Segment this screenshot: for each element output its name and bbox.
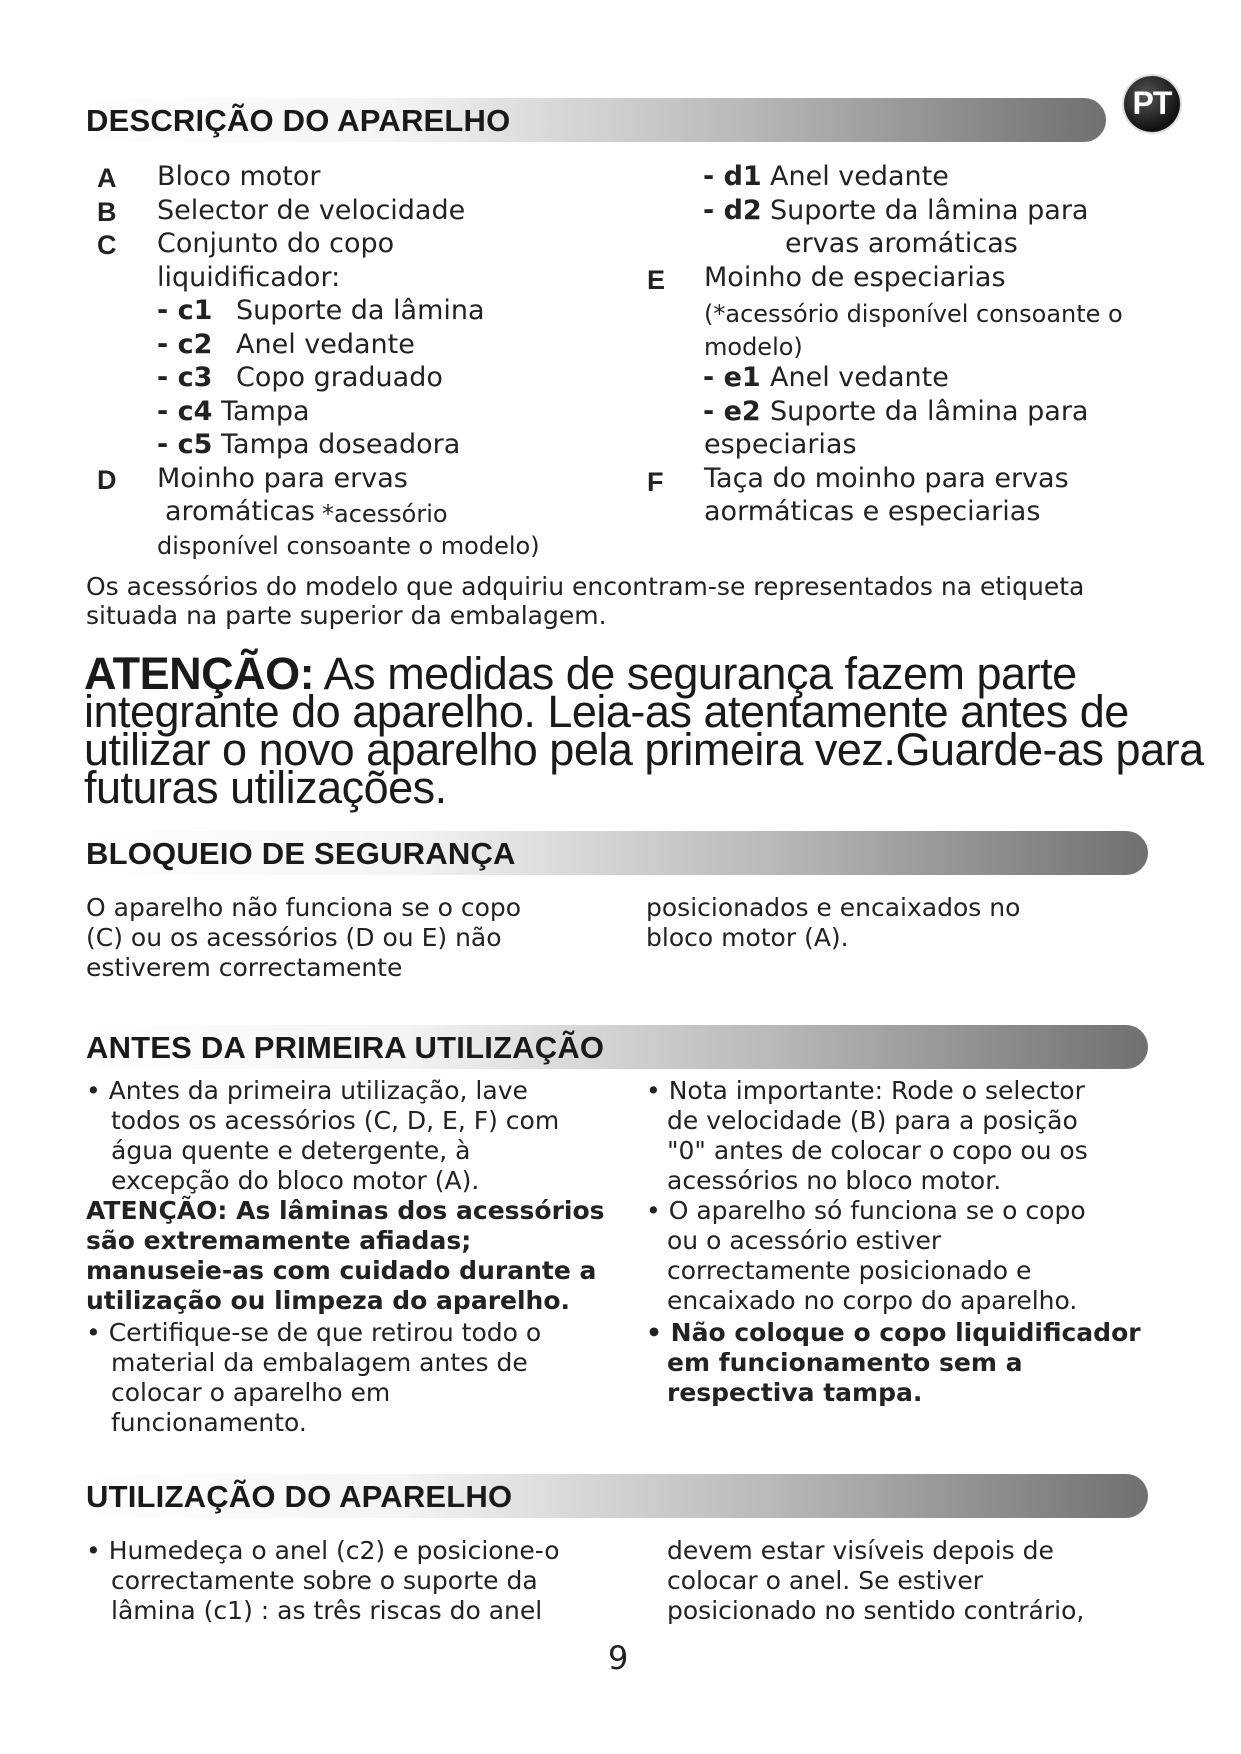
part-note-e-2: modelo): [704, 333, 803, 361]
antes-warning-line-3: manuseie-as com cuidado durante a: [86, 1256, 597, 1285]
antes-warning-line-2: são extremamente afiadas;: [86, 1226, 472, 1255]
language-badge-label: PT: [1132, 85, 1172, 121]
section-title-antes: ANTES DA PRIMEIRA UTILIZAÇÃO: [86, 1030, 605, 1065]
part-code-c2: - c2: [157, 329, 213, 360]
part-label-d2-1: Suporte da lâmina para: [770, 195, 1089, 226]
antes-left-line-7: colocar o aparelho em: [111, 1378, 391, 1407]
antes-right-line-11: respectiva tampa.: [667, 1378, 923, 1407]
bloqueio-left-line-2: (C) ou os acessórios (D ou E) não: [86, 923, 502, 952]
part-letter-c: C: [97, 230, 117, 260]
part-code-e1: - e1: [703, 362, 761, 393]
antes-right-line-2: de velocidade (B) para a posição: [667, 1106, 1078, 1135]
part-label-d1: Anel vedante: [770, 161, 949, 192]
part-label-e2-2: especiarias: [704, 429, 857, 460]
safety-warning-lead: ATENÇÃO:: [84, 648, 315, 699]
part-label-e2-1: Suporte da lâmina para: [770, 396, 1089, 427]
part-note-d-2: disponível consoante o modelo): [157, 532, 540, 560]
safety-warning-text-1: As medidas de segurança fazem parte: [323, 648, 1077, 699]
antes-left-line-6: material da embalagem antes de: [111, 1348, 528, 1377]
antes-left-line-3: água quente e detergente, à: [111, 1136, 471, 1165]
safety-warning-line-3: utilizar o novo aparelho pela primeira vez.Guarde-as para: [84, 724, 1204, 775]
part-letter-d: D: [97, 465, 117, 495]
antes-right-line-4: acessórios no bloco motor.: [667, 1166, 1002, 1195]
safety-warning-line-4: futuras utilizações.: [84, 762, 447, 813]
utilizacao-right-line-3: posicionado no sentido contrário,: [667, 1596, 1085, 1625]
antes-right-line-1: • Nota importante: Rode o selector: [646, 1076, 1085, 1105]
utilizacao-right-line-2: colocar o anel. Se estiver: [667, 1566, 984, 1595]
part-code-d1: - d1: [703, 161, 762, 192]
part-letter-a: A: [97, 163, 117, 193]
part-code-c1: - c1: [157, 295, 213, 326]
utilizacao-left-line-1: • Humedeça o anel (c2) e posicione-o: [86, 1536, 560, 1565]
part-note-e-1: (*acessório disponível consoante o: [704, 300, 1123, 328]
part-label-d-1: Moinho para ervas: [157, 463, 408, 494]
part-code-e2: - e2: [703, 396, 761, 427]
antes-right-line-8: encaixado no corpo do aparelho.: [667, 1286, 1078, 1315]
part-label-b: Selector de velocidade: [157, 195, 466, 226]
part-label-c3: Copo graduado: [236, 362, 443, 393]
bloqueio-left-line-1: O aparelho não funciona se o copo: [86, 893, 522, 922]
bloqueio-right-line-2: bloco motor (A).: [646, 923, 849, 952]
part-label-c1: Suporte da lâmina: [236, 295, 485, 326]
part-letter-e: E: [647, 265, 666, 295]
antes-warning-line-1: ATENÇÃO: As lâminas dos acessórios: [86, 1196, 605, 1225]
section-title-utilizacao: UTILIZAÇÃO DO APARELHO: [86, 1479, 513, 1514]
part-label-f-2: aormáticas e especiarias: [704, 496, 1041, 527]
antes-left-line-4: excepção do bloco motor (A).: [111, 1166, 480, 1195]
part-label-c-1: Conjunto do copo: [157, 228, 395, 259]
antes-right-line-7: correctamente posicionado e: [667, 1256, 1032, 1285]
part-letter-b: B: [97, 197, 117, 227]
part-code-c5: - c5: [157, 429, 213, 460]
antes-left-line-8: funcionamento.: [111, 1408, 307, 1437]
antes-right-line-3: "0" antes de colocar o copo ou os: [667, 1136, 1088, 1165]
part-label-c4: Tampa: [221, 396, 310, 427]
bloqueio-left-line-3: estiverem correctamente: [86, 953, 403, 982]
utilizacao-left-line-3: lâmina (c1) : as três riscas do anel: [111, 1596, 543, 1625]
antes-left-line-1: • Antes da primeira utilização, lave: [86, 1076, 528, 1105]
utilizacao-left-line-2: correctamente sobre o suporte da: [111, 1566, 538, 1595]
bloqueio-right-line-1: posicionados e encaixados no: [646, 893, 1021, 922]
part-note-d-1: *acessório: [322, 500, 448, 528]
part-label-f-1: Taça do moinho para ervas: [704, 463, 1069, 494]
part-label-d-2: aromáticas: [165, 496, 315, 527]
antes-left-line-5: • Certifique-se de que retirou todo o: [86, 1318, 542, 1347]
antes-right-line-6: ou o acessório estiver: [667, 1226, 942, 1255]
part-code-d2: - d2: [703, 195, 762, 226]
part-label-c2: Anel vedante: [236, 329, 415, 360]
antes-left-line-2: todos os acessórios (C, D, E, F) com: [111, 1106, 560, 1135]
safety-warning-line-2: integrante do aparelho. Leia-as atentamente antes de: [84, 686, 1129, 737]
antes-right-line-9: • Não coloque o copo liquidificador: [646, 1318, 1141, 1347]
part-label-e1: Anel vedante: [770, 362, 949, 393]
section-title-bloqueio: BLOQUEIO DE SEGURANÇA: [86, 836, 516, 871]
part-label-c-2: liquidificador:: [157, 262, 341, 293]
language-badge: [1124, 76, 1180, 132]
part-code-c3: - c3: [157, 362, 213, 393]
part-code-c4: - c4: [157, 396, 213, 427]
antes-right-line-10: em funcionamento sem a: [667, 1348, 1023, 1377]
part-label-e: Moinho de especiarias: [704, 262, 1006, 293]
section-title-descricao: DESCRIÇÃO DO APARELHO: [86, 103, 511, 138]
antes-right-line-5: • O aparelho só funciona se o copo: [646, 1196, 1086, 1225]
utilizacao-right-line-1: devem estar visíveis depois de: [667, 1536, 1054, 1565]
part-label-c5: Tampa doseadora: [221, 429, 461, 460]
part-label-d2-2: ervas aromáticas: [785, 228, 1018, 259]
part-label-a: Bloco motor: [157, 161, 321, 192]
page-number: 9: [608, 1639, 629, 1677]
antes-warning-line-4: utilização ou limpeza do aparelho.: [86, 1286, 571, 1315]
part-letter-f: F: [647, 467, 664, 497]
accessories-note-line-2: situada na parte superior da embalagem.: [86, 601, 607, 630]
accessories-note-line-1: Os acessórios do modelo que adquiriu encontram-se representados na etiqueta: [86, 572, 1085, 601]
